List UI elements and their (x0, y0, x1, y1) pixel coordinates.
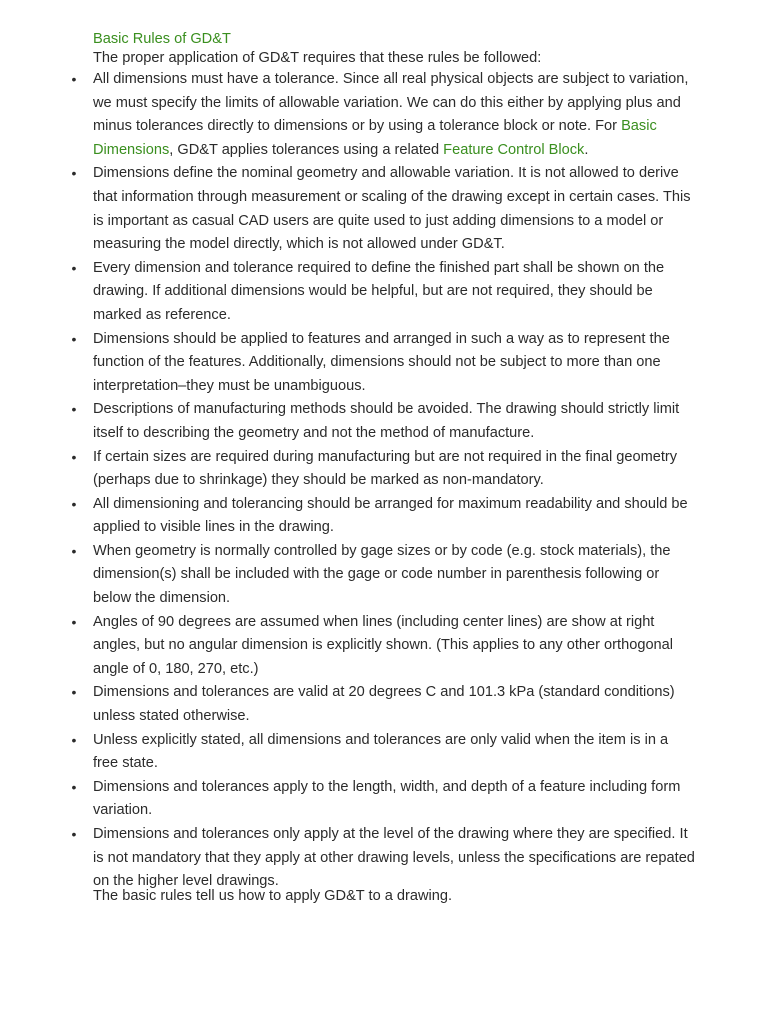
rule-text: All dimensioning and tolerancing should be arranged for maximum readability and should be applied to visible lines in the drawing. (93, 495, 688, 536)
bullet-icon: • (71, 71, 77, 87)
bullet-icon: • (71, 330, 77, 347)
list-item (71, 328, 697, 399)
rule-text: Unless explicitly stated, all dimensions and tolerances are only valid when the item is in a free state. (93, 731, 669, 772)
rule-text: All dimensions must have a tolerance. Since all real physical objects are subject to variation, we must specify the limits of allowable variation. We can do this either by applying plus and minus tolerances directly to dimensions or by using a tolerance block or note. For (93, 71, 689, 135)
rule-text: Angles of 90 degrees are assumed when lines (including center lines) are show at right angles, but no angular dimension is explicitly shown. (This applies to any other orthogonal angle of 0, 180, 270, etc.) (93, 613, 674, 677)
bullet-icon: • (71, 613, 77, 630)
bullet-icon: • (71, 165, 77, 182)
rule-text: Descriptions of manufacturing methods should be avoided. The drawing should strictly limit itself to describing the geometry and not the method of manufacture. (93, 401, 680, 441)
bullet-icon: • (71, 401, 77, 418)
bullet-icon: • (71, 495, 77, 512)
rule-text: Dimensions should be applied to features and arranged in such a way as to represent the function of the features. Additionally, dimensions should not be subject to more than one interpretation–they must be unambiguous. (93, 330, 670, 394)
rule-text: If certain sizes are required during manufacturing but are not required in the final geometry (perhaps due to shrinkage) they should be marked as non-mandatory. (93, 448, 678, 489)
list-item (71, 446, 697, 493)
list-item (71, 162, 697, 256)
feature-control-block-link[interactable]: Feature Control Block (443, 141, 585, 158)
outro-text: The basic rules tell us how to apply GD&T to a drawing. (93, 887, 453, 904)
list-item (71, 823, 697, 894)
list-item (71, 68, 697, 162)
rule-text: Dimensions and tolerances are valid at 20 degrees C and 101.3 kPa (standard conditions) unless stated otherwise. (93, 684, 675, 725)
bullet-icon: • (71, 448, 77, 465)
list-item (71, 729, 697, 776)
bullet-icon: • (71, 259, 77, 276)
list-item (71, 257, 697, 328)
rule-text: Dimensions define the nominal geometry and allowable variation. It is not allowed to derive that information through measurement or scaling of the drawing except in certain cases. This is important as casual CAD users are quite used to just adding dimensions to a model or measuring the model directly, which is not allowed under GD&T. (93, 165, 691, 253)
rule-text: Every dimension and tolerance required to define the finished part shall be shown on the drawing. If additional dimensions would be helpful, but are not required, they should be marked as reference. (93, 259, 665, 323)
rule-text: Dimensions and tolerances apply to the length, width, and depth of a feature including form variation. (93, 778, 681, 819)
bullet-icon: • (71, 731, 77, 748)
rules-list (0, 68, 768, 894)
list-item (71, 493, 697, 540)
list-item (71, 681, 697, 728)
list-item (71, 776, 697, 823)
rule-text: , GD&T applies tolerances using a related (169, 141, 444, 158)
list-item (71, 611, 697, 682)
rule-text: . (584, 141, 589, 158)
document-title: Basic Rules of GD&T (93, 31, 231, 47)
document-page (0, 30, 768, 906)
rule-text: Dimensions and tolerances only apply at the level of the drawing where they are specified. It is not mandatory that they apply at other drawing levels, unless the specifications are repated on the higher level drawings. (93, 826, 695, 890)
rule-text: When geometry is normally controlled by gage sizes or by code (e.g. stock materials), the dimension(s) shall be included with the gage or code number in parenthesis following or below the dimension. (93, 542, 671, 607)
bullet-icon: • (71, 778, 77, 795)
bullet-icon: • (71, 826, 77, 842)
bullet-icon: • (71, 684, 77, 701)
list-item (71, 540, 697, 611)
basic-dimensions-link[interactable]: Basic Dimensions (93, 118, 657, 158)
list-item (71, 398, 697, 445)
intro-text: The proper application of GD&T requires that these rules be followed: (93, 50, 542, 66)
bullet-icon: • (71, 542, 77, 559)
